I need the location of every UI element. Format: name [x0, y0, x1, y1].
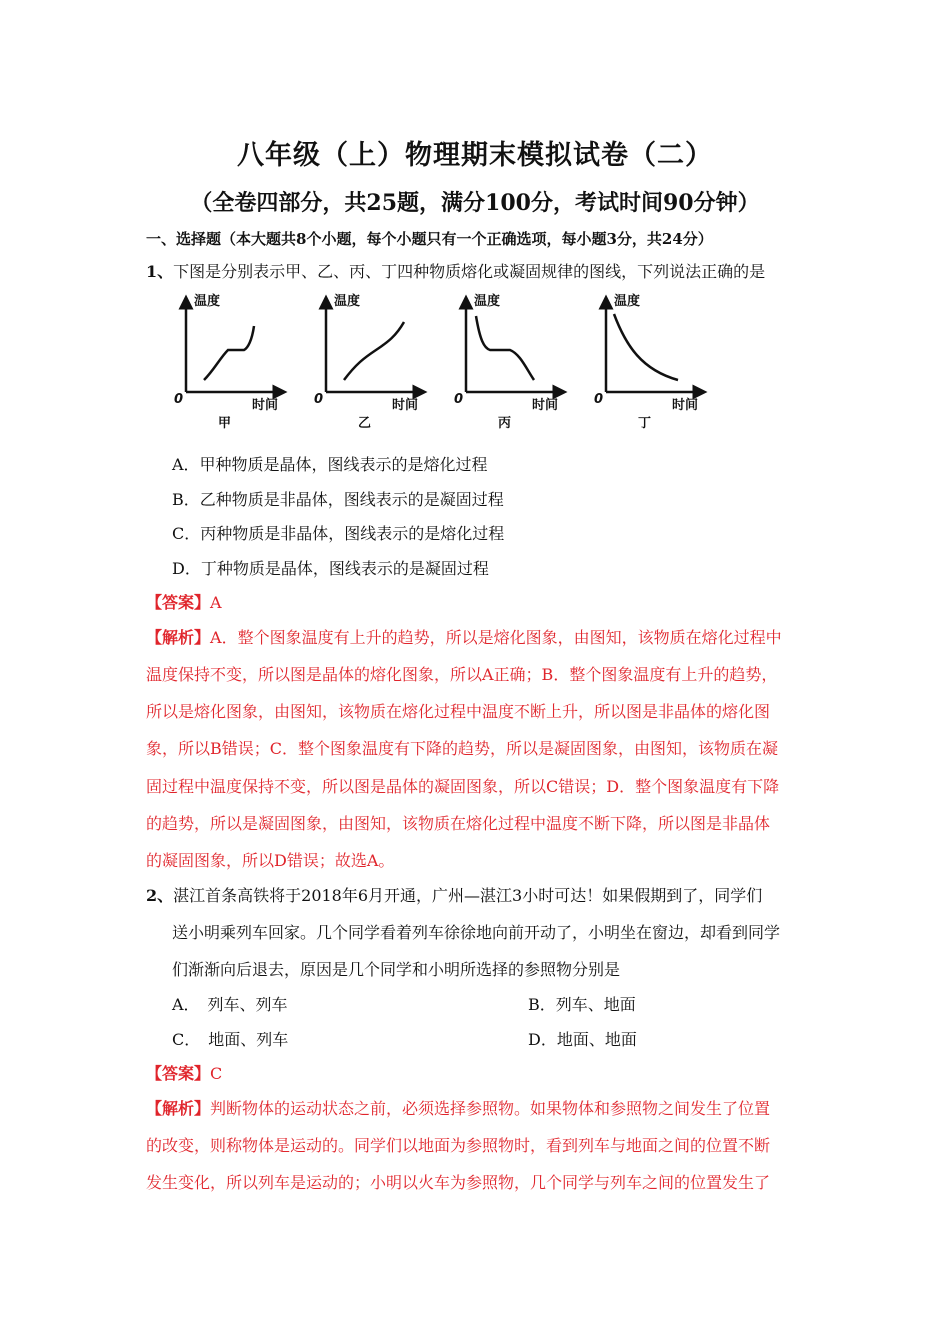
graph-name: 甲: [218, 416, 232, 431]
option-d: D．丁种物质是晶体，图线表示的是凝固过程: [172, 559, 489, 578]
question-text: 们渐渐向后退去，原因是几个同学和小明所选择的参照物分别是: [172, 960, 621, 979]
graph-bing-svg: [450, 288, 580, 433]
analysis-line: 所以是熔化图象，由图知，该物质在熔化过程中温度不断上升，所以图是非晶体的熔化图: [146, 702, 771, 721]
question-number: 1、: [146, 262, 174, 281]
page-title: 八年级（上）物理期末模拟试卷（二）: [237, 140, 713, 171]
analysis-text: A．整个图象温度有上升的趋势，所以是熔化图象，由图知，该物质在熔化过程中: [210, 628, 782, 647]
figure-graphs: [170, 288, 710, 433]
graph-yi-svg: [310, 288, 440, 433]
option-b: B．列车、地面: [528, 995, 636, 1014]
answer-line: [146, 593, 222, 613]
question-1: [146, 262, 765, 282]
graph-name: 丙: [498, 416, 512, 431]
y-axis-label: 温度: [614, 294, 641, 309]
graph-ding-svg: [590, 288, 720, 433]
y-axis-label: 温度: [194, 294, 221, 309]
option-c: C． 地面、列车: [172, 1030, 289, 1049]
graph-yi: [310, 288, 440, 433]
x-axis-label: 时间: [532, 398, 559, 413]
answer-value: C: [210, 1064, 223, 1083]
graph-jia: [170, 288, 300, 433]
y-axis-label: 温度: [334, 294, 361, 309]
question-text: 送小明乘列车回家。几个同学看着列车徐徐地向前开动了，小明坐在窗边，却看到同学: [172, 923, 781, 942]
question-text: 湛江首条高铁将于2018年6月开通，广州—湛江3小时可达！如果假期到了，同学们: [173, 886, 763, 905]
x-axis-label: 时间: [392, 398, 419, 413]
question-number: 2、: [146, 886, 174, 905]
option-d: D．地面、地面: [528, 1030, 637, 1049]
graph-name: 乙: [358, 416, 372, 431]
section-heading: 一、选择题（本大题共8个小题，每个小题只有一个正确选项，每小题3分，共24分）: [146, 230, 713, 248]
option-a: A． 列车、列车: [172, 995, 288, 1014]
analysis-tag: 【解析】: [146, 1099, 211, 1118]
curve-line: [614, 314, 678, 380]
analysis-line: 温度保持不变，所以图是晶体的熔化图象，所以A正确；B．整个图象温度有上升的趋势，: [146, 665, 778, 684]
analysis-tag: 【解析】: [146, 628, 211, 647]
option-c: C．丙种物质是非晶体，图线表示的是熔化过程: [172, 524, 505, 543]
analysis-line: [146, 628, 782, 648]
origin-label: 0: [174, 392, 184, 407]
curve-line: [344, 322, 404, 380]
curve-line: [476, 316, 534, 380]
origin-label: 0: [454, 392, 464, 407]
graph-bing: [450, 288, 580, 433]
answer-tag: 【答案】: [146, 593, 211, 612]
analysis-line: 的凝固图象，所以D错误；故选A。: [146, 851, 395, 870]
graph-jia-svg: [170, 288, 300, 433]
question-2: [146, 886, 762, 906]
answer-tag: 【答案】: [146, 1064, 211, 1083]
graph-name: 丁: [638, 416, 652, 431]
y-axis-label: 温度: [474, 294, 501, 309]
analysis-line: 象，所以B错误；C．整个图象温度有下降的趋势，所以是凝固图象，由图知，该物质在凝: [146, 739, 779, 758]
analysis-line: 的趋势，所以是凝固图象，由图知，该物质在熔化过程中温度不断下降，所以图是非晶体: [146, 814, 771, 833]
answer-value: A: [210, 593, 222, 612]
analysis-text: 判断物体的运动状态之前，必须选择参照物。如果物体和参照物之间发生了位置: [210, 1099, 771, 1118]
analysis-line: [146, 1099, 770, 1119]
analysis-line: 的改变，则称物体是运动的。同学们以地面为参照物时，看到列车与地面之间的位置不断: [146, 1136, 771, 1155]
analysis-line: 发生变化，所以列车是运动的；小明以火车为参照物，几个同学与列车之间的位置发生了: [146, 1173, 771, 1192]
origin-label: 0: [314, 392, 324, 407]
x-axis-label: 时间: [672, 398, 699, 413]
x-axis-label: 时间: [252, 398, 279, 413]
graph-ding: [590, 288, 720, 433]
answer-line: [146, 1064, 222, 1084]
curve-line: [204, 326, 254, 380]
option-a: A．甲种物质是晶体，图线表示的是熔化过程: [172, 455, 488, 474]
analysis-line: 固过程中温度保持不变，所以图是晶体的凝固图象，所以C错误；D．整个图象温度有下降: [146, 777, 780, 796]
question-text: 下图是分别表示甲、乙、丙、丁四种物质熔化或凝固规律的图线，下列说法正确的是: [173, 262, 766, 281]
option-b: B．乙种物质是非晶体，图线表示的是凝固过程: [172, 490, 504, 509]
page-subtitle: （全卷四部分，共25题，满分100分，考试时间90分钟）: [190, 190, 760, 216]
origin-label: 0: [594, 392, 604, 407]
